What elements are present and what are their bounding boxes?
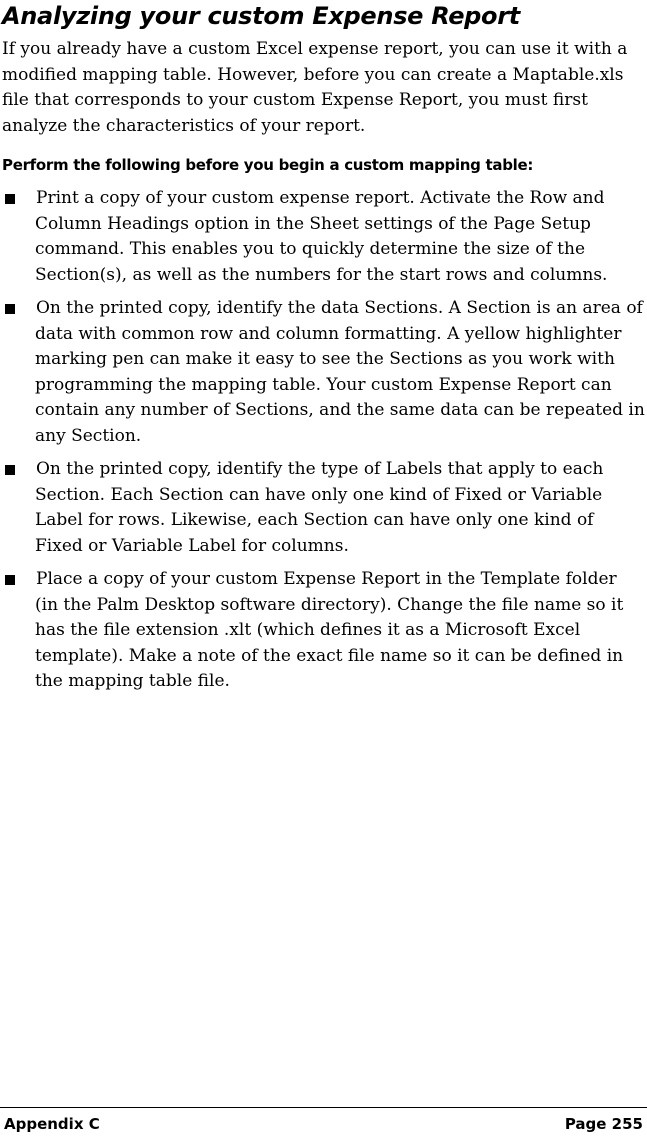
list-item-text: On the printed copy, identify the type of Labels that apply to each Section. Each Section can have only one kind of Fixed or Variable Label for rows. Likewise, each Section can have only one kind of Fixed or Variable Label for columns. (35, 459, 604, 556)
footer-section-label: Appendix C (4, 1115, 100, 1133)
square-bullet-icon (5, 465, 15, 475)
procedure-list (0, 186, 647, 703)
list-item (0, 186, 647, 288)
list-item (0, 296, 647, 449)
square-bullet-icon (5, 575, 15, 585)
list-item-text: Print a copy of your custom expense report. Activate the Row and Column Headings option in the Sheet settings of the Page Setup command. This enables you to quickly determine the size of the Section(s), as well as the numbers for the start rows and columns. (35, 188, 608, 285)
list-item (0, 457, 647, 559)
footer-divider (0, 1107, 647, 1108)
procedure-heading: Perform the following before you begin a custom mapping table: (2, 156, 534, 174)
intro-paragraph: If you already have a custom Excel expense report, you can use it with a modified mapping table. However, before you can create a Maptable.xls file that corresponds to your custom Expense Report, you must first analyze the characteristics of your report. (2, 39, 628, 136)
list-item (0, 567, 647, 695)
page-title: Analyzing your custom Expense Report (2, 2, 520, 30)
square-bullet-icon (5, 194, 15, 204)
footer-page-number: Page 255 (564, 1115, 643, 1133)
list-item-text: Place a copy of your custom Expense Report in the Template folder (in the Palm Desktop software directory). Change the file name so it has the file extension .xlt (which defines it as a Microsoft Excel template). Make a note of the exact file name so it can be defined in the mapping table file. (35, 569, 624, 691)
list-item-text: On the printed copy, identify the data Sections. A Section is an area of data with common row and column formatting. A yellow highlighter marking pen can make it easy to see the Sections as you work with programming the mapping table. Your custom Expense Report can contain any number of Sections, and the same data can be repeated in any Section. (35, 298, 645, 446)
square-bullet-icon (5, 304, 15, 314)
